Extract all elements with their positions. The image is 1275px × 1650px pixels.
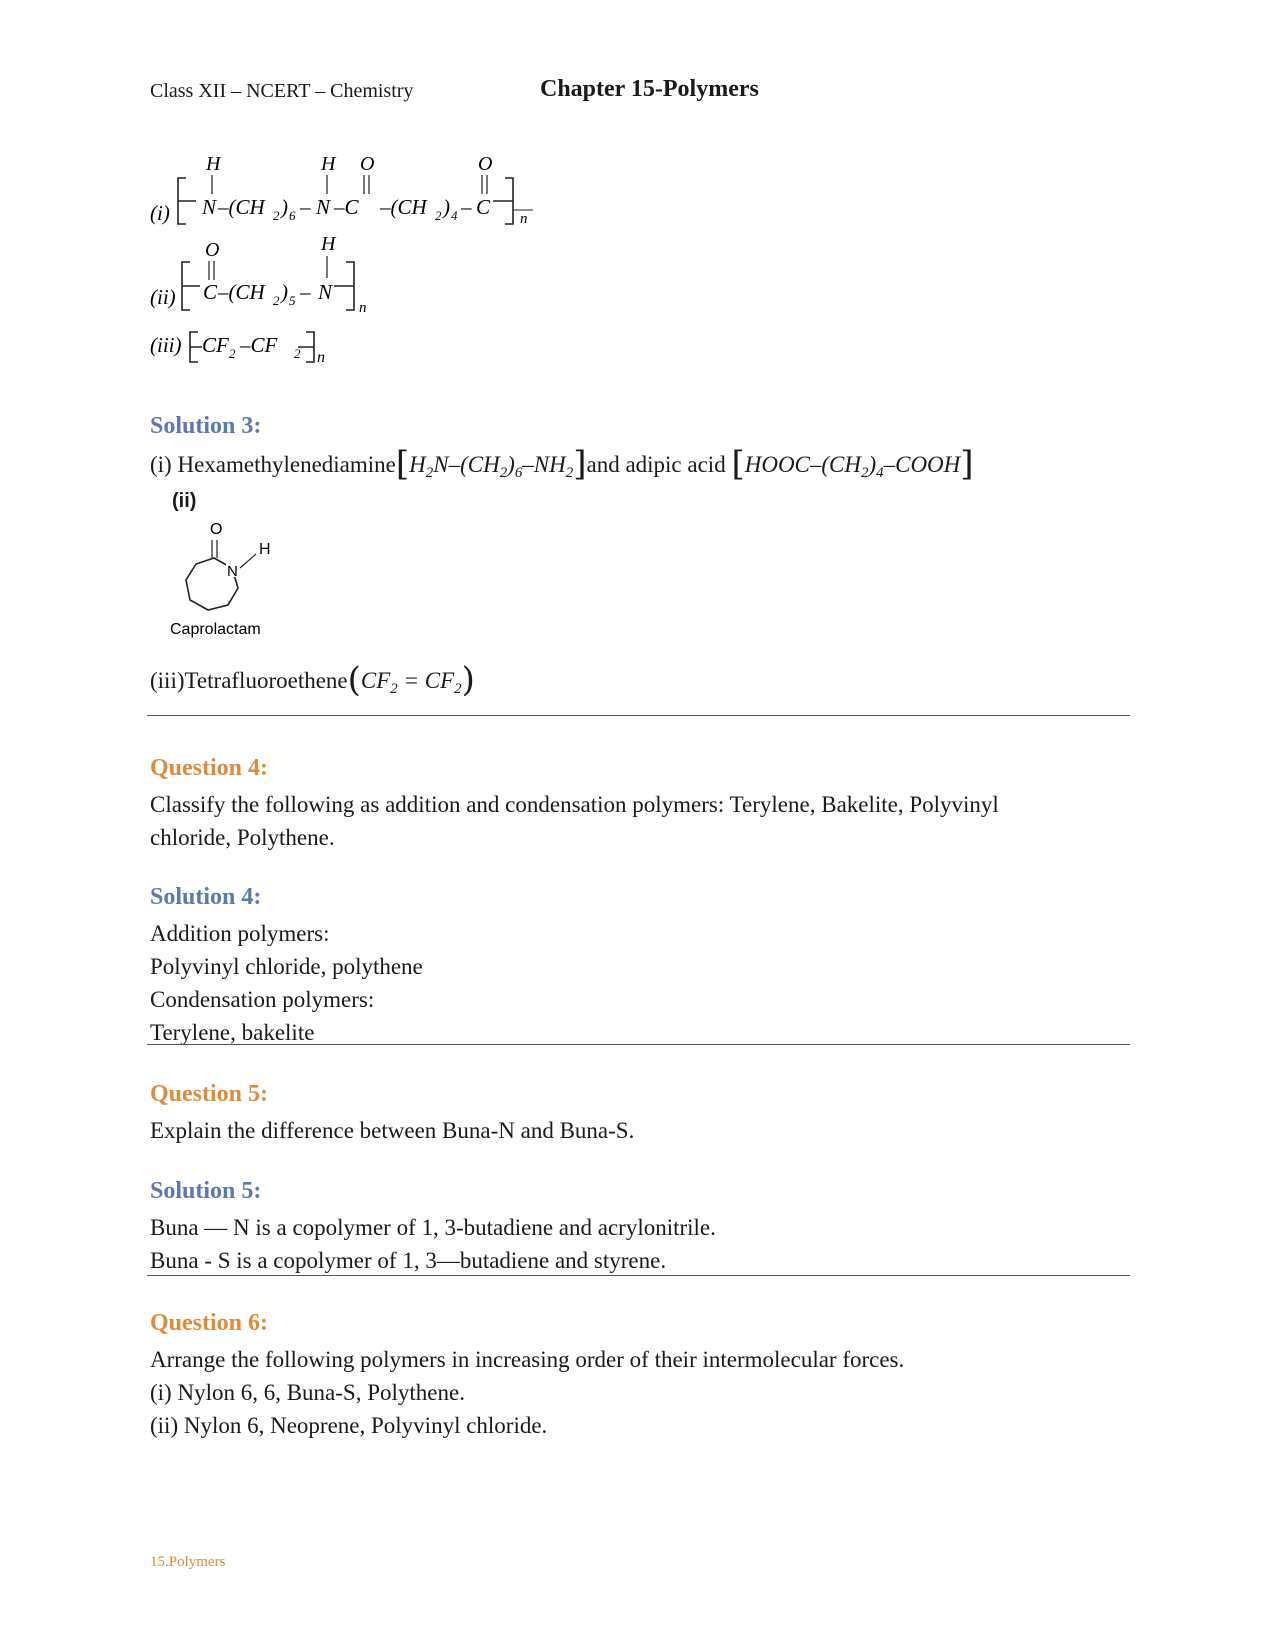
footer-chapter-label: 15.Polymers <box>150 1554 226 1570</box>
question-6-body <box>150 1343 1130 1442</box>
formula-subscript: 2 <box>565 465 574 482</box>
solution-3-line-3 <box>150 660 1130 700</box>
atom-n: N <box>318 280 333 304</box>
atom-n: N <box>202 195 217 219</box>
right-bracket <box>493 178 513 224</box>
nh-bond <box>240 554 256 568</box>
formula-subscript: 2 <box>390 681 398 698</box>
atom-o: O <box>478 153 493 175</box>
subscript: 6 <box>289 208 296 223</box>
subscript: 2 <box>273 208 280 223</box>
solution-4-line: Terylene, bakelite <box>150 1020 315 1045</box>
solution-5-heading: Solution 5: <box>150 1178 262 1204</box>
question-5-line: Explain the difference between Buna-N and Buna-S. <box>150 1118 635 1143</box>
formula-subscript: 2 <box>425 465 434 482</box>
atom-h: H <box>321 153 336 175</box>
paren-close: ) <box>281 280 288 304</box>
paren-close: ) <box>281 195 288 219</box>
atom-h: H <box>206 153 221 175</box>
formula-nylon-6-drawing <box>148 234 408 319</box>
atom-h: H <box>259 541 271 558</box>
bracket-close: ] <box>573 444 587 484</box>
atom-o: O <box>210 521 223 538</box>
solution-4-heading: Solution 4: <box>150 884 262 910</box>
repeat-n: n <box>317 349 325 366</box>
formula-nylon-66 <box>148 148 568 233</box>
question-4-line: Classify the following as addition and condensation polymers: Terylene, Bakelite, Polyvinyl <box>150 792 999 817</box>
formula-label: (i) <box>150 201 170 225</box>
formula-part: ) <box>868 452 877 477</box>
caprolactam-drawing <box>168 518 298 648</box>
atom-n: N <box>316 195 331 219</box>
carbonyl-c: C <box>203 280 218 304</box>
repeat-n: n <box>359 300 367 316</box>
formula-part: –COOH <box>883 452 961 477</box>
question-4-heading: Question 4: <box>150 755 269 781</box>
header-chapter-title: Chapter 15-Polymers <box>540 76 759 102</box>
atom-h: H <box>321 233 336 255</box>
question-6-line: (ii) Nylon 6, Neoprene, Polyvinyl chloride. <box>150 1413 548 1438</box>
solution-3-part-ii-label: (ii) <box>172 490 197 512</box>
subscript: 2 <box>294 346 301 361</box>
subscript: 2 <box>273 293 280 308</box>
solution-4-line: Polyvinyl chloride, polythene <box>150 954 423 979</box>
question-5-body <box>150 1114 1130 1147</box>
solution-5-body <box>150 1211 1130 1277</box>
formula-teflon <box>148 322 368 372</box>
paren-close: ) <box>461 660 475 700</box>
paren-open: ( <box>347 660 361 700</box>
chain-segment: –(CH <box>380 195 427 219</box>
solution-4-line: Addition polymers: <box>150 921 330 946</box>
question-4-body <box>150 788 1130 854</box>
carbonyl-c: C <box>476 195 491 219</box>
formula-part: HOOC–(CH <box>744 452 861 477</box>
solution-4-body <box>150 917 1130 1049</box>
formula-subscript: 2 <box>454 681 462 698</box>
formula-part: = CF <box>397 668 455 693</box>
formula-subscript: 6 <box>514 465 523 482</box>
formula-part: CF <box>360 668 391 693</box>
bracket-open: [ <box>731 444 745 484</box>
section-divider <box>147 715 1130 716</box>
formula-part: N–(CH <box>433 452 500 477</box>
subscript: 5 <box>289 293 296 308</box>
caprolactam-structure <box>168 518 298 648</box>
chain-segment: –(CH <box>218 195 265 219</box>
bracket-close: ] <box>960 444 974 484</box>
tetrafluoroethene-formula <box>360 668 462 698</box>
question-6-heading: Question 6: <box>150 1310 269 1336</box>
subscript: 4 <box>451 208 458 223</box>
formula-label: (ii) <box>150 285 176 309</box>
question-5-heading: Question 5: <box>150 1081 269 1107</box>
left-bracket <box>178 178 196 224</box>
paren-close: ) <box>443 195 450 219</box>
dash: – <box>461 195 472 219</box>
formula-part: –NH <box>522 452 566 477</box>
atom-o: O <box>205 239 220 261</box>
solution-3-line-1 <box>150 444 1130 484</box>
caprolactam-label: Caprolactam <box>170 621 261 638</box>
section-divider <box>147 1275 1130 1276</box>
solution-3-text: (iii)Tetrafluoroethene <box>150 668 348 693</box>
formula-subscript: 4 <box>876 465 884 482</box>
dash: – <box>300 280 311 304</box>
subscript: 2 <box>435 208 442 223</box>
hexamethylenediamine-formula <box>409 452 574 482</box>
formula-subscript: 2 <box>499 465 508 482</box>
solution-3-heading: Solution 3: <box>150 413 262 439</box>
solution-5-line: Buna - S is a copolymer of 1, 3—butadiene and styrene. <box>150 1248 667 1273</box>
right-bracket <box>334 262 354 310</box>
section-divider <box>147 1044 1130 1045</box>
atom-n: N <box>227 563 238 580</box>
chain-segment: –(CH <box>218 280 265 304</box>
left-bracket <box>190 332 202 362</box>
repeat-n: n <box>520 211 528 227</box>
formula-subscript: 2 <box>861 465 869 482</box>
cf2-group: –CF <box>240 333 278 357</box>
solution-5-line: Buna — N is a copolymer of 1, 3-butadiene and acrylonitrile. <box>150 1215 716 1240</box>
subscript: 2 <box>229 346 236 361</box>
formula-part: ) <box>507 452 515 477</box>
solution-3-text: and adipic acid <box>586 452 726 477</box>
solution-4-line: Condensation polymers: <box>150 987 375 1012</box>
question-6-line: (i) Nylon 6, 6, Buna-S, Polythene. <box>150 1380 465 1405</box>
question-6-line: Arrange the following polymers in increasing order of their intermolecular forces. <box>150 1347 905 1372</box>
cf2-group: CF <box>202 333 229 357</box>
formula-nylon-66-drawing <box>148 148 568 233</box>
formula-nylon-6 <box>148 234 408 319</box>
question-4-line: chloride, Polythene. <box>150 825 335 850</box>
carbonyl-c: –C <box>334 195 359 219</box>
dash: – <box>300 195 311 219</box>
atom-o: O <box>360 153 375 175</box>
solution-3-text: (i) Hexamethylenediamine <box>150 452 396 477</box>
header-class-label: Class XII – NCERT – Chemistry <box>150 80 414 102</box>
bracket-open: [ <box>395 444 410 484</box>
formula-label: (iii) <box>150 333 182 357</box>
formula-part: H <box>409 452 426 477</box>
adipic-acid-formula <box>744 452 961 482</box>
left-bracket <box>182 262 200 310</box>
formula-teflon-drawing <box>148 322 368 372</box>
